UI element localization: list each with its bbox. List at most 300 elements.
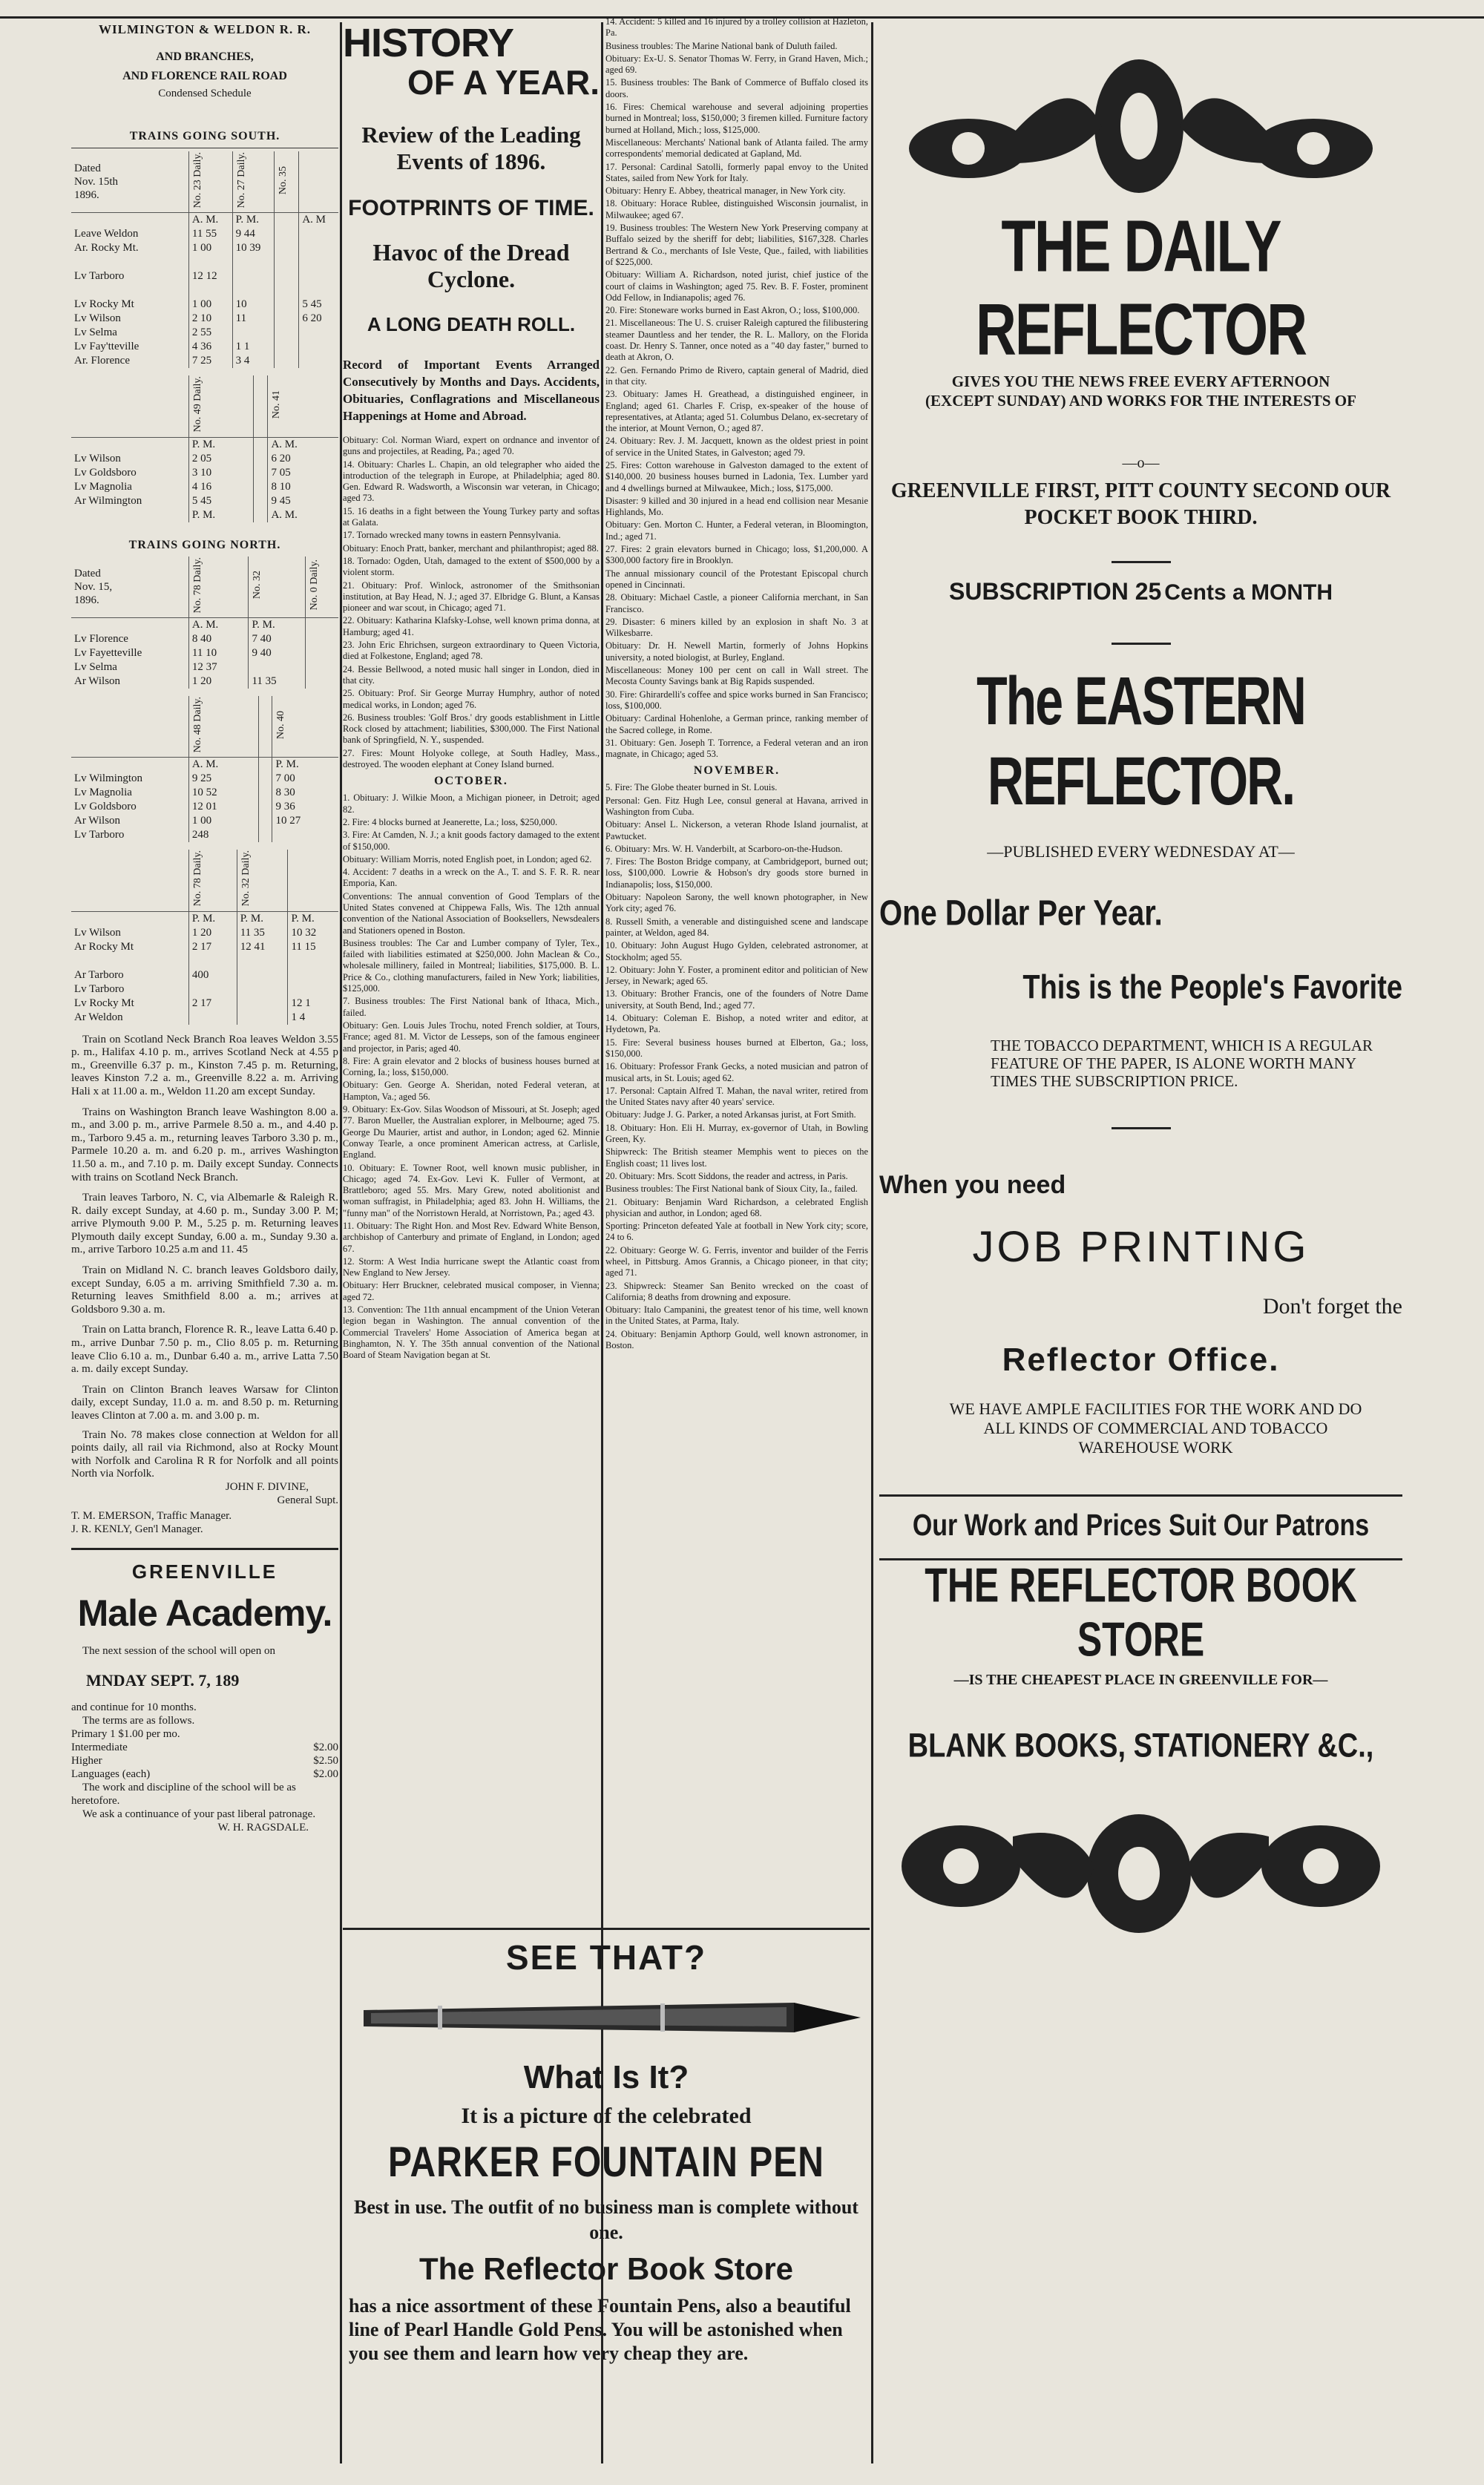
table-cell: Lv Fayetteville (71, 646, 188, 660)
table-cell (254, 437, 268, 452)
text-paragraph: Obituary: William Morris, noted English poet, in London; aged 62. (343, 853, 592, 864)
table-row (71, 968, 338, 982)
table-row (71, 480, 338, 494)
text-paragraph: General Supt. (277, 1494, 338, 1506)
table-cell: 10 39 (232, 241, 275, 255)
table-row (71, 758, 338, 772)
table-cell (254, 452, 268, 466)
table-cell: 10 (232, 298, 275, 312)
table-cell: No. 0 Daily. (306, 557, 338, 618)
table-cell (299, 326, 338, 340)
table-cell: Lv Tarboro (71, 269, 188, 283)
text-paragraph: 23. Shipwreck: Steamer San Benito wrecked on the coast of California; 8 deaths from drowning and exposure. (605, 1280, 868, 1302)
table-cell (188, 283, 232, 298)
table-cell: Ar Wilson (71, 674, 188, 689)
table-row (71, 674, 338, 689)
text-paragraph: 29. Disaster: 6 miners killed by an explosion in shaft No. 3 at Wilkesbarre. (605, 616, 868, 639)
table-cell: 9 25 (188, 772, 258, 786)
table-cell: A. M. (188, 758, 258, 772)
text-paragraph: 3. Fire: At Camden, N. J.; a knit goods factory damaged to the extent of $150,000. (343, 830, 600, 852)
table-row (71, 466, 338, 480)
table-cell (299, 151, 338, 213)
text-paragraph: 14. Accident: 5 killed and 16 injured by a trolley collision at Hazleton, Pa. (605, 16, 868, 39)
table-cell: 9 36 (275, 801, 295, 813)
table-cell (306, 632, 338, 646)
table-cell: 3 10 (188, 466, 253, 480)
table-cell (258, 828, 272, 842)
table-cell: 1 20 (188, 926, 237, 940)
table-cell: 8 30 (275, 787, 295, 799)
table-cell: 1 00 (188, 298, 232, 312)
text-paragraph: 2. Fire: 4 blocks burned at Jeanerette, La.; loss, $250,000. (343, 816, 558, 827)
table-cell (258, 800, 272, 814)
text-paragraph: 15. Fire: Several business houses burned at Elberton, Ga.; loss, $150,000. (605, 1037, 868, 1059)
table-cell (71, 758, 188, 772)
text-paragraph: 4. Accident: 7 deaths in a wreck on the A., T. and S. F. R. R. near Emporia, Kan. (343, 867, 600, 889)
table-cell: 11 35 (249, 674, 306, 689)
table-cell: Lv Tarboro (71, 982, 188, 997)
table-cell: 12 37 (188, 660, 249, 674)
timetable-south-2 (71, 375, 338, 522)
table-cell (232, 326, 275, 340)
text-paragraph: 7. Business troubles: The First National bank of Ithaca, Mich., failed. (343, 996, 600, 1018)
table-cell (258, 814, 272, 828)
table-cell: 5 45 (188, 494, 253, 508)
text-paragraph: 6. Obituary: Mrs. W. H. Vanderbilt, at Scarboro-on-the-Hudson. (605, 843, 843, 854)
text-paragraph: 17. Tornado wrecked many towns in eastern Pennsylvania. (343, 530, 561, 541)
table-cell (275, 354, 299, 368)
text-paragraph: Obituary: Gen. Louis Jules Trochu, noted French soldier, at Tours, France; aged 81. M. Victor de Lesseps, son of the famous engineer and projector, in Paris; aged 40. (343, 1020, 600, 1054)
table-cell: 248 (188, 828, 258, 842)
text-paragraph: 15. Business troubles: The Bank of Commerce of Buffalo closed its doors. (605, 77, 868, 99)
text-paragraph: Obituary: Ansel L. Nickerson, a veteran Rhode Island journalist, at Pawtucket. (605, 819, 868, 841)
table-cell (275, 213, 299, 228)
november-heading: NOVEMBER. (693, 764, 781, 778)
table-cell: P. M. (188, 437, 253, 452)
text-paragraph: 24. Obituary: Rev. J. M. Jacquett, known as the oldest priest in point of service in the United States, in Galveston; aged 79. (605, 436, 868, 458)
table-cell: A. M. (188, 213, 232, 228)
table-cell: No. 49 Daily. (188, 375, 253, 437)
table-cell (299, 354, 338, 368)
table-cell: 12 41 (237, 940, 288, 954)
favorite: This is the People's Favorite (1022, 968, 1402, 1007)
text-paragraph: Obituary: Gen. Morton C. Hunter, a Federal veteran, in Bloomington, Ind.; aged 71. (605, 519, 868, 542)
table-cell (258, 786, 272, 800)
text-paragraph: Obituary: Enoch Pratt, banker, merchant and philanthropist; aged 88. (343, 542, 599, 554)
table-cell (71, 850, 188, 911)
table-cell: A. M. (271, 508, 298, 521)
text-paragraph: 12. Storm: A West India hurricane swept the Atlantic coast from New England to New Jersey. (343, 1255, 600, 1278)
history-sub1: Review of the Leading Events of 1896. (361, 122, 581, 174)
table-row (71, 926, 338, 940)
table-row (71, 954, 338, 968)
text-paragraph: 25. Fires: Cotton warehouse in Galveston damaged to the extent of $140,000. 20 business houses burned in Ladonia, Tex. Lumber yard and 4 dwellings burned at Milwaukee, Mich.; loss, $175,000. (605, 459, 868, 493)
table-row (71, 298, 338, 312)
table-cell (237, 968, 288, 982)
price: One Dollar Per Year. (879, 893, 1163, 933)
table-cell: 400 (188, 968, 237, 982)
text-paragraph: 21. Obituary: Prof. Winlock, astronomer of the Smithsonian institution, at Bay Head, N. J.; aged 37. Elbridge G. Blunt, a Kansas pioneer and war scout, in Chicago; aged 71. (343, 580, 600, 614)
table-cell (299, 255, 338, 269)
table-row (71, 660, 338, 674)
text-paragraph: 19. Business troubles: The Western New York Preserving company at Buffalo seized by the sheriff for debt; liabilities, $167,328. Charles Bertrand & Co., merchants of Isle Veste, Que., failed, with liabilities of $225,000. (605, 223, 868, 267)
history-entries-october (343, 792, 600, 1361)
text-paragraph: 20. Fire: Stoneware works burned in East Akron, O.; loss, $100,000. (605, 305, 860, 316)
text-paragraph: Business troubles: The First National bank of Sioux City, Ia., failed. (605, 1184, 858, 1195)
text-paragraph: Obituary: Herr Bruckner, celebrated musical composer, in Vienna; aged 72. (343, 1280, 600, 1302)
table-cell: 7 05 (271, 466, 291, 479)
column-railroad (71, 22, 338, 2463)
text-paragraph: Trains on Washington Branch leave Washington 8.00 a. m., and 3.00 p. m., arrive Parmele 8.50 a. m., and 4.40 p. m., Tarboro 9.45 a. m., returning leaves Tarboro 3.30 p. m., Parmele 10.20 a. m. and 6.20 p. m., arrives Washington 11.50 a. m., and 7.10 p. m. Daily except Sunday. Connects with trains on Scotland Neck Branch. (71, 1106, 338, 1184)
table-cell (71, 617, 188, 632)
table-cell: 9 44 (232, 227, 275, 241)
academy-intro: The next session of the school will open on (82, 1645, 275, 1658)
table-cell: 6 20 (302, 312, 322, 325)
table-cell (254, 480, 268, 494)
table-cell (188, 982, 237, 997)
eastern-reflector-title: The EASTERN REFLECTOR. (976, 663, 1305, 820)
table-cell: Lv Selma (71, 660, 188, 674)
table-row (71, 997, 338, 1011)
table-cell: 7 00 (275, 772, 295, 785)
text-paragraph: 7. Fires: The Boston Bridge company, at Cambridgeport, burned out; loss, $100,000. Lowrie & Hobson's dry goods store burned in Indianapolis; loss, $150,000. (605, 856, 868, 890)
table-cell: Lv Magnolia (71, 786, 188, 800)
column-rule (871, 22, 873, 2463)
text-paragraph: 23. Obituary: James H. Greathead, a distinguished engineer, in England; aged 61. Charles F. Crisp, ex-speaker of the house of representatives, at Atlanta; aged 51. Columbus Delano, ex-secretary of the interior, at Mount Vernon, O.; aged 87. (605, 389, 868, 434)
table-cell: Lv Wilson (71, 312, 188, 326)
academy-date: MNDAY SEPT. 7, 189 (86, 1671, 240, 1690)
history-heading-2: OF A YEAR. (407, 63, 600, 102)
text-paragraph: 22. Obituary: Katharina Klafsky-Lohse, well known prima donna, at Hamburg; aged 41. (343, 615, 600, 637)
table-cell (71, 375, 188, 437)
daily-reflector-title: THE DAILY REFLECTOR (975, 206, 1307, 371)
text-paragraph: 25. Obituary: Prof. Sir George Murray Humphry, author of noted medical works, in London; aged 76. (343, 688, 600, 710)
table-cell: 7 25 (188, 354, 232, 368)
table-cell (258, 772, 272, 786)
table-cell (249, 660, 306, 674)
table-row (71, 557, 338, 618)
table-cell (71, 213, 188, 228)
ad-assortment: has a nice assortment of these Fountain Pens, also a beautiful line of Pearl Handle Gold Pens. You will be astonished when you see them and learn how very cheap they are. (349, 2295, 851, 2364)
column-history-cont (605, 15, 868, 1929)
railroad-title: WILMINGTON & WELDON R. R. (98, 22, 311, 36)
table-row (71, 850, 338, 911)
table-cell (188, 255, 232, 269)
table-cell (232, 255, 275, 269)
table-cell: P. M. (232, 213, 275, 228)
text-paragraph: W. H. RAGSDALE. (217, 1822, 309, 1834)
railroad-notes (71, 1034, 338, 1537)
table-cell: No. 78 Daily. (188, 557, 249, 618)
table-cell (288, 982, 338, 997)
text-paragraph: Train on Midland N. C. branch leaves Goldsboro daily, except Sunday, 6.05 a m. arriving Smithfield 7.30 a. m. Returning leaves Smithfield 8.00 a. m.; arrives at Goldsboro 9.30 a. m. (71, 1264, 338, 1316)
text-paragraph: 22. Gen. Fernando Primo de Rivero, captain general of Madrid, died in that city. (605, 364, 868, 387)
divider-ornament-icon: —o— (1122, 455, 1160, 471)
table-cell (299, 227, 338, 241)
when-you-need: When you need (879, 1171, 1066, 1199)
text-paragraph: 31. Obituary: Gen. Joseph T. Torrence, a Federal veteran and an iron magnate, in Chicago; aged 53. (605, 737, 868, 760)
table-cell: Ar Rocky Mt (71, 940, 188, 954)
fountain-pen-icon (349, 1980, 864, 2062)
pen-advertisement (349, 1933, 864, 2463)
history-sub2: FOOTPRINTS OF TIME. (348, 196, 594, 220)
reflector-office: Reflector Office. (1002, 1342, 1280, 1378)
table-cell (232, 283, 275, 298)
table-cell: A. M (302, 214, 326, 226)
history-sub3: Havoc of the Dread Cyclone. (372, 239, 570, 292)
history-sub4: A LONG DEATH ROLL. (367, 313, 576, 335)
table-cell (306, 646, 338, 660)
table-cell (288, 850, 338, 911)
table-cell: 2 10 (188, 312, 232, 326)
text-paragraph: 18. Obituary: Hon. Eli H. Murray, ex-governor of Utah, in Bowling Green, Ky. (605, 1122, 868, 1145)
text-paragraph: 26. Business troubles: 'Golf Bros.' dry goods establishment in Little Rock closed by attachment; liabilities, $300,000. The First National bank of Springfield, N. Y., suspended. (343, 712, 600, 746)
text-paragraph: We ask a continuance of your past liberal patronage. (82, 1808, 316, 1821)
timetable-south-1 (71, 151, 338, 368)
table-cell: Lv Florence (71, 632, 188, 646)
table-row (71, 255, 338, 269)
table-cell: 10 52 (188, 786, 258, 800)
text-paragraph: 16. Fires: Chemical warehouse and several adjoining properties burned in Montreal; loss, $150,000; 3 firemen killed. Furniture factory burned at Holland, Mich.; loss, $125,000. (605, 102, 868, 135)
text-paragraph: Business troubles: The Marine National bank of Duluth failed. (605, 40, 838, 51)
text-paragraph: 10. Obituary: John August Hugo Gylden, celebrated astronomer, at Stockholm; aged 55. (605, 940, 868, 962)
ad-what: What Is It? (523, 2059, 689, 2095)
text-paragraph: 11. Obituary: The Right Hon. and Most Rev. Edward White Benson, archbishop of Canterbury and primate of England, in London; aged 67. (343, 1221, 600, 1254)
table-row (71, 646, 338, 660)
text-paragraph: 1. Obituary: J. Wilkie Moon, a Michigan pioneer, in Detroit; aged 82. (343, 792, 600, 815)
table-row (71, 340, 338, 354)
text-paragraph: Obituary: Italo Campanini, the greatest tenor of his time, well known in the United States, at Parma, Italy. (605, 1304, 868, 1327)
text-paragraph: Train on Latta branch, Florence R. R., leave Latta 6.40 p. m., arrive Dunbar 7.50 p. m., Clio 8.05 p. m. Returning leave Clio 6.10 a. m., Dunbar 6.40 a. m., arrive Latta 7.50 a. m. daily except Sunday. (71, 1324, 338, 1376)
table-row (71, 632, 338, 646)
table-cell (237, 982, 288, 997)
text-paragraph: 17. Personal: Captain Alfred T. Mahan, the naval writer, retired from the United States navy after 40 years' service. (605, 1085, 868, 1108)
ad-pen-name: PARKER FOUNTAIN PEN (388, 2138, 824, 2187)
table-cell: 12 1 (291, 997, 311, 1009)
table-cell (232, 269, 275, 283)
text-paragraph: Train No. 78 makes close connection at Weldon for all points daily, all rail via Richmond, also at Rocky Mount with Norfolk and Carolina R R for Norfolk and all points North via Norfolk. (71, 1428, 338, 1480)
table-cell (188, 1011, 237, 1025)
academy-line1: GREENVILLE (131, 1560, 278, 1583)
text-paragraph: Obituary: Ex-U. S. Senator Thomas W. Ferry, in Grand Haven, Mich.; aged 69. (605, 53, 868, 76)
table-cell: No. 23 Daily. (188, 151, 232, 213)
table-cell (275, 241, 299, 255)
table-cell: 9 45 (271, 494, 291, 507)
text-paragraph: 18. Obituary: Horace Rublee, distinguished Wisconsin journalist, in Milwaukee; aged 67. (605, 198, 868, 220)
table-row (71, 982, 338, 997)
table-cell: 9 40 (249, 646, 306, 660)
text-paragraph: 21. Miscellaneous: The U. S. cruiser Raleigh captured the filibustering steamer Dauntless and her tender, the R. L. Mallory, on the Florida coast. Dr. Henry S. Tanner, once noted as a "40 day faster," burned to death at Akron, O. (605, 318, 868, 363)
south-heading: TRAINS GOING SOUTH. (129, 130, 280, 142)
timetable-north-2 (71, 696, 338, 842)
text-paragraph: 13. Convention: The 11th annual encampment of the Union Veteran legion began in Washington. The annual convention of the Commercial Travelers' Home Association of America began at Binghamton, N. Y. The 35th annual convention of the National Board of Steam Navigation began at St. (343, 1304, 600, 1361)
table-cell (71, 255, 188, 269)
table-cell: Lv Tarboro (71, 828, 188, 842)
table-cell (275, 269, 299, 283)
text-paragraph: 16. Obituary: Professor Frank Gecks, a noted musician and patron of musical arts, in St. Louis; aged 62. (605, 1061, 868, 1083)
text-paragraph: 8. Fire: A grain elevator and 2 blocks of business houses burned at Corning, Ia.; loss, $150,000. (343, 1055, 600, 1078)
text-paragraph: Miscellaneous: Merchants' National bank of Atlanta failed. The army correspondents' memorial dedicated at Gapland, Md. (605, 137, 868, 160)
column-rule (340, 22, 342, 2463)
table-cell (299, 241, 338, 255)
table-cell (237, 1011, 288, 1025)
table-cell: 11 55 (188, 227, 232, 241)
table-row (71, 241, 338, 255)
table-cell: Lv Wilson (71, 452, 188, 466)
text-paragraph: 13. Obituary: Brother Francis, one of the founders of Notre Dame university, at South Bend, Ind.; aged 77. (605, 988, 868, 1011)
timetable-dated: Dated Nov. 15th 1896. (71, 151, 188, 213)
table-row (71, 326, 338, 340)
table-cell (299, 340, 338, 354)
subscription: SUBSCRIPTION 25 Cents a MONTH (949, 578, 1333, 605)
tobacco-department: THE TOBACCO DEPARTMENT, WHICH IS A REGULAR FEATURE OF THE PAPER, IS ALONE WORTH MANY TIMES THE SUBSCRIPTION PRICE. (991, 1037, 1373, 1090)
text-paragraph: 30. Fire: Ghirardelli's coffee and spice works burned in San Francisco; loss, $100,000. (605, 689, 868, 711)
table-row (71, 940, 338, 954)
table-cell: Ar Wilmington (71, 494, 188, 508)
table-cell: 1 1 (232, 340, 275, 354)
table-cell (306, 617, 338, 632)
table-cell: P. M. (188, 911, 237, 926)
table-cell (71, 283, 188, 298)
academy-details: and continue for 10 months. The terms are as follows. Primary 1 $1.00 per mo. Intermediate $2.00 Higher $2.50 Languages (each) $2.00 The work and discipline of the school will be as heretofore. We ask a continuance of your past liberal patronage. W. H. RAGSDALE. (71, 1701, 338, 1834)
text-paragraph: Disaster: 9 killed and 30 injured in a head end collision near Mesanie Highlands, Mo. (605, 495, 868, 518)
table-cell: 2 05 (188, 452, 253, 466)
table-cell (254, 508, 268, 522)
work-prices: Our Work and Prices Suit Our Patrons (912, 1509, 1370, 1543)
table-cell (275, 298, 299, 312)
table-cell (258, 758, 272, 772)
table-cell: P. M. (275, 758, 299, 771)
table-row (71, 494, 338, 508)
table-cell: No. 32 (249, 557, 306, 618)
text-paragraph: Obituary: Judge J. G. Parker, a noted Arkansas jurist, at Fort Smith. (605, 1109, 856, 1120)
timetable-north-1 (71, 557, 338, 689)
text-paragraph: Obituary: Napoleon Sarony, the well known photographer, in New York city; aged 76. (605, 892, 868, 914)
table-row (71, 1011, 338, 1025)
text-paragraph: 23. John Eric Ehrichsen, surgeon extraordinary to Queen Victoria, died at Folkestone, England; aged 78. (343, 640, 600, 662)
text-paragraph: 22. Obituary: George W. G. Ferris, inventor and builder of the Ferris wheel, in Pittsburg. Amos Grannis, a Chicago pioneer, in that city; aged 71. (605, 1244, 868, 1278)
text-paragraph: Shipwreck: The British steamer Memphis went to pieces on the English coast; 11 lives lost. (605, 1146, 868, 1169)
cheapest: —IS THE CHEAPEST PLACE IN GREENVILLE FOR— (953, 1672, 1328, 1688)
text-paragraph: Obituary: Col. Norman Wiard, expert on ordnance and inventor of guns and projectiles, at Reading, Pa.; aged 70. (343, 435, 600, 457)
table-cell: Dated Nov. 15, 1896. (71, 557, 188, 618)
table-cell: 1 20 (188, 674, 249, 689)
table-cell: 4 36 (188, 340, 232, 354)
table-cell: Lv Magnolia (71, 480, 188, 494)
text-paragraph: Conventions: The annual convention of Good Templars of the United States convened at Chippewa Falls, Wis. The 12th annual convention of the National Association of Booksellers, Newsdealers and Stationers opened in Boston. (343, 890, 600, 936)
table-cell (188, 954, 237, 968)
table-cell: 1 00 (188, 814, 258, 828)
table-cell: 12 12 (188, 269, 232, 283)
text-paragraph: The annual missionary council of the Protestant Episcopal church opened in Cincinnati. (605, 568, 868, 590)
text-paragraph: Obituary: Cardinal Hohenlohe, a German prince, ranking member of the Sacred college, in Rome. (605, 713, 868, 735)
table-cell (299, 283, 338, 298)
table-cell: P. M. (249, 617, 306, 632)
table-row (71, 800, 338, 814)
text-paragraph: 28. Obituary: Michael Castle, a pioneer California merchant, in San Francisco. (605, 592, 868, 614)
text-paragraph: Business troubles: The Car and Lumber company of Tyler, Tex., failed with liabilities estimated at $250,000. John Maclean & Co., wholesale millinery, failed in Montreal; liabilities, $175,000. B. L. Price & Co., clothing manufacturers, failed in New York; liabilities, $125,000. (343, 937, 600, 994)
ornament-top-icon (879, 22, 1402, 215)
text-paragraph: 8. Russell Smith, a venerable and distinguished scene and landscape painter, at Weldon, aged 84. (605, 916, 868, 938)
table-cell: Lv Rocky Mt (71, 298, 188, 312)
table-cell: 11 35 (237, 926, 288, 940)
table-cell: 11 15 (291, 940, 316, 953)
table-cell (275, 255, 299, 269)
table-cell (306, 674, 338, 689)
text-paragraph: Personal: Gen. Fitz Hugh Lee, consul general at Havana, arrived in Washington from Cuba. (605, 795, 868, 817)
text-paragraph: Miscellaneous: Money 100 per cent on call in Wall street. The Mecosta County Savings bank at Big Rapids suspended. (605, 665, 868, 687)
history-entries-sept (343, 435, 600, 770)
table-cell (254, 466, 268, 480)
dont-forget: Don't forget the (1262, 1294, 1402, 1319)
ornament-bottom-icon (879, 1785, 1402, 1977)
column-reflector (879, 22, 1402, 2463)
table-cell (288, 954, 338, 968)
table-cell: Lv Goldsboro (71, 466, 188, 480)
table-cell (254, 494, 268, 508)
table-cell (272, 828, 338, 842)
table-cell: Ar. Rocky Mt. (71, 241, 188, 255)
academy-title: Male Academy. (77, 1592, 332, 1635)
table-cell (275, 326, 299, 340)
table-row (71, 213, 338, 228)
table-row (71, 269, 338, 283)
table-cell: 12 01 (188, 800, 258, 814)
table-cell: 1 4 (291, 1011, 306, 1023)
table-cell: 5 45 (302, 298, 322, 311)
table-cell: No. 32 Daily. (237, 850, 288, 911)
text-paragraph: and continue for 10 months. (71, 1701, 197, 1714)
table-cell: 2 17 (188, 940, 237, 954)
text-paragraph: Train on Scotland Neck Branch Roa leaves Weldon 3.55 p. m., Halifax 4.10 p. m., arrives Scotland Neck at 4.55 p m., Greenville 6.37 p. m., Kinston 7.45 p. m. Returning, leaves Kinston 7.2 a. m., Greenville 8.22 a. m. Arriving Hali x at 11.00 a. m., Weldon 11.20 am except Sunday. (71, 1033, 338, 1097)
table-cell (299, 269, 338, 283)
text-paragraph: 9. Obituary: Ex-Gov. Silas Woodson of Missouri, at St. Joseph; aged 77. Baron Mueller, the Australian explorer, in Melbourne; aged 75. George Du Maurier, artist and author, in London; aged 62. Minnie Conway Tearle, a once prominent American actress, at Carlisle, England. (343, 1104, 600, 1161)
table-cell: 8 40 (188, 632, 249, 646)
table-cell (258, 696, 272, 758)
text-paragraph: Train on Clinton Branch leaves Warsaw for Clinton daily, except Sunday, 11.0 a. m. and 8.50 p. m. Returning leaves Clinton at 7.00 a. m. and 3.00 p. m. (71, 1383, 338, 1422)
table-cell: Lv Goldsboro (71, 800, 188, 814)
table-cell: No. 27 Daily. (232, 151, 275, 213)
text-paragraph: 5. Fire: The Globe theater burned in St. Louis. (605, 782, 778, 793)
table-cell: 11 10 (188, 646, 249, 660)
text-paragraph: J. R. KENLY, Gen'l Manager. (71, 1523, 203, 1535)
table-cell: Ar Tarboro (71, 968, 188, 982)
table-cell: Ar Wilson (71, 814, 188, 828)
table-row (71, 696, 338, 758)
october-heading: OCTOBER. (434, 775, 508, 788)
railroad-subtitle2: AND FLORENCE RAIL ROAD (122, 70, 287, 82)
table-cell: 6 20 (271, 452, 291, 464)
table-row (71, 151, 338, 213)
text-paragraph: 10. Obituary: E. Towner Root, well known music publisher, in Chicago; aged 74. Ex-Gov. Levi K. Fuller of Vermont, at Brattleboro; aged 55. Mrs. Mary Grew, noted abolitionist and woman suffragist, in Philadelphia; aged 83. John H. Williams, the "funny man" of the Norristown Herald, at Norristown, Pa.; aged 43. (343, 1162, 600, 1218)
table-cell: Ar. Florence (71, 354, 188, 368)
text-paragraph: 14. Obituary: Charles L. Chapin, an old telegrapher who aided the introduction of the telegraph in Europe, at Philadelphia; aged 80. Gen. Edward R. Wadsworth, a Wisconsin war veteran, in Chicago; aged 73. (343, 459, 600, 504)
table-cell: No. 35 (275, 151, 299, 213)
table-cell (275, 227, 299, 241)
table-cell: 1 00 (188, 241, 232, 255)
text-paragraph: 18. Tornado: Ogden, Utah, damaged to the extent of $500,000 by a violent storm. (343, 555, 600, 578)
table-cell: 11 (232, 312, 275, 326)
table-cell: 7 40 (249, 632, 306, 646)
table-cell (71, 696, 188, 758)
table-cell: P. M. (188, 508, 253, 522)
table-row (71, 828, 338, 842)
table-cell (306, 660, 338, 674)
table-cell: No. 40 (272, 696, 338, 758)
text-paragraph: Obituary: Dr. H. Newell Martin, formerly of Johns Hopkins university, a noted biologist, at Burley, England. (605, 640, 868, 663)
table-row (71, 772, 338, 786)
text-paragraph: Obituary: Henry E. Abbey, theatrical manager, in New York city. (605, 186, 846, 197)
